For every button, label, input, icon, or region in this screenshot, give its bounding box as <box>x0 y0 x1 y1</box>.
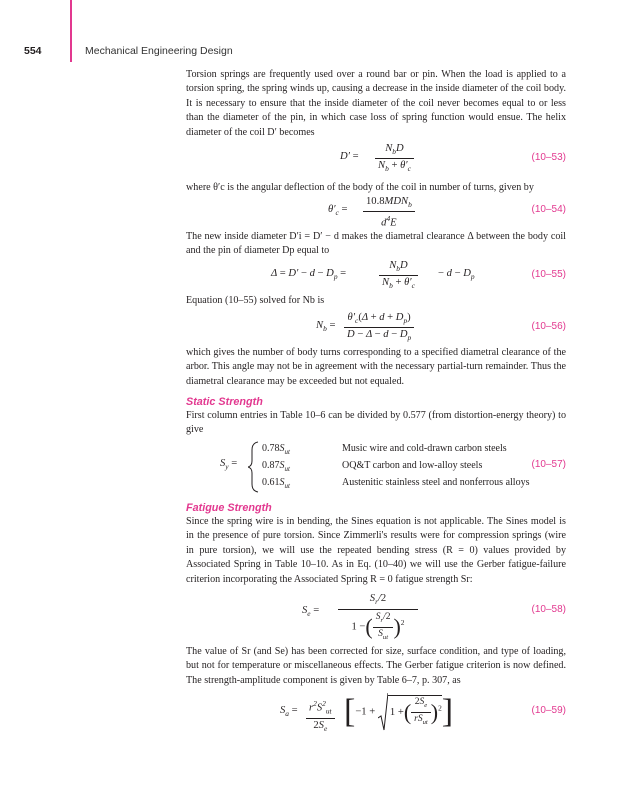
equation-10-58: $S_e$ = $S_r/2$ 1 −( $\frac{S_r/2}{S_{ut}}$ )$^2$ (10–58) <box>302 593 566 641</box>
paragraph-body-turns: which gives the number of body turns corresponding to a specified diametral clearance of the arbor. This angle may not be in agreement with the necessary partial-turn remainder. Thus the diametral clearance may be exceeded but not equaled. <box>186 347 566 387</box>
paragraph-angular: where θ′c is the angular deflection of the body of the coil in number of turns, given by <box>186 182 534 193</box>
equation-10-53: D′ = $N_bD$ $N_b + \theta'_c$ (10–53) <box>340 143 566 174</box>
static-row: $0.87S_{ut}$ <box>262 460 290 473</box>
equation-10-59: $S_a$ = $\frac{r^2S^2_{ut}}{2S_e}$ [−1 + 1 +( $\frac{2S_e}{rS_{ut}}$ )$^2$] (10–59) <box>280 693 566 733</box>
header-rule <box>70 0 72 62</box>
static-row-desc: Austenitic stainless steel and nonferrous alloys <box>342 477 530 488</box>
section-heading-static: Static Strength <box>186 396 263 408</box>
page-number: 554 <box>24 45 42 57</box>
paragraph-intro: Torsion springs are frequently used over a round bar or pin. When the load is applied to a torsion spring, the spring winds up, causing a decrease in the inside diameter of the coil body. It is necessary to ensure that the inside diameter of the coil never becomes equal to or less than the diameter of the pin, in which case loss of spring function would ensue. The helix diameter of the coil D′ becomes <box>186 69 566 138</box>
equation-number: (10–53) <box>531 152 566 163</box>
equation-number: (10–56) <box>531 321 566 332</box>
equation-number: (10–59) <box>531 705 566 716</box>
paragraph-solved: Equation (10–55) solved for Nb is <box>186 295 325 306</box>
running-title: Mechanical Engineering Design <box>85 45 233 57</box>
static-row-desc: Music wire and cold-drawn carbon steels <box>342 443 507 454</box>
paragraph-static: First column entries in Table 10–6 can be divided by 0.577 (from distortion-energy theory) to give <box>186 410 566 436</box>
equation-number: (10–57) <box>531 459 566 470</box>
paragraph-gerber: The value of Sr (and Se) has been corrected for size, surface condition, and type of loading, but not for temperature or miscellaneous effects. The Gerber fatigue criterion is now defined. The strength-amplitude component is given by Table 6–7, p. 307, as <box>186 646 566 686</box>
equation-10-57: $S_y$ = $0.78S_{ut}$ Music wire and cold-drawn carbon steels $0.87S_{ut}$ OQ&T carbon and low-alloy steels $0.61S_{ut}$ Austenitic stainless steel and nonferrous alloys (10–57) <box>186 441 566 493</box>
sqrt-sign <box>378 692 388 732</box>
static-row: $0.78S_{ut}$ <box>262 443 290 456</box>
equation-10-55: $\Delta = D' - d - D_p$ = $N_bD$ $N_b + \theta'_c$ − $d - D_p$ (10–55) <box>271 260 566 291</box>
equation-number: (10–58) <box>531 604 566 615</box>
equation-10-54: $\theta'_c$ = $10.8MDN_b$ $d^4E$ (10–54) <box>328 196 566 229</box>
static-row: $0.61S_{ut}$ <box>262 477 290 490</box>
paragraph-fatigue: Since the spring wire is in bending, the Sines equation is not applicable. The Sines model is in the presence of pure torsion. Since Zimmerli's results were for compression springs (wire in pure torsion), we will use the repeated bending stress (R = 0) values provided by Associated Spring in Table 10–10. As in Eq. (10–40) we will use the Gerber fatigue-failure criterion incorporating the Associated Spring R = 0 fatigue strength Sr: <box>186 516 566 585</box>
equation-number: (10–55) <box>531 269 566 280</box>
section-heading-fatigue: Fatigue Strength <box>186 502 272 514</box>
left-brace <box>248 441 260 493</box>
static-row-desc: OQ&T carbon and low-alloy steels <box>342 460 483 471</box>
equation-10-56: $N_b$ = $\frac{\theta'_c(\Delta + d + D_p)}{D - \Delta - d - D_p}$ (10–56) <box>316 312 566 343</box>
equation-number: (10–54) <box>531 204 566 215</box>
paragraph-clearance: The new inside diameter D′i = D′ − d makes the diametral clearance Δ between the body coil and the pin of diameter Dp equal to <box>186 231 566 257</box>
